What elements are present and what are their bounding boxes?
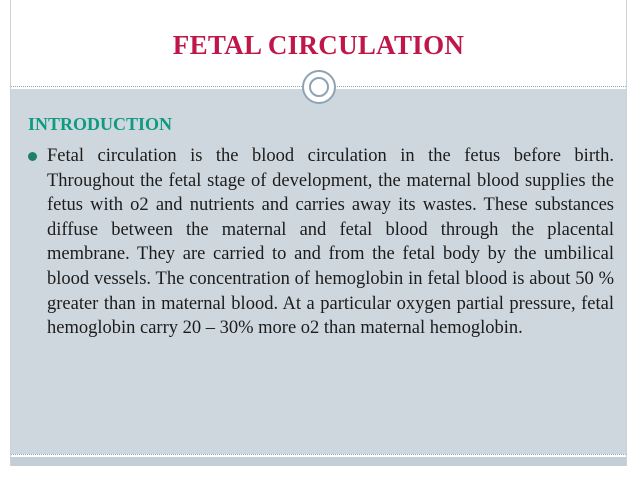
footer-band [11,457,626,466]
section-heading: INTRODUCTION [28,114,173,134]
bullet-item [28,144,614,341]
bullet-dot-icon [28,152,37,161]
slide-title: FETAL CIRCULATION [172,30,465,60]
bullet-text: Fetal circulation is the blood circulation in the fetus before birth. Throughout the fetal stage of development, the maternal blood supplies the fetus with o2 and nutrients and carries away its wastes. These substances diffuse between the maternal and fetal blood through the placental membrane. They are carried to and from the fetal body by the umbilical blood vessels. The concentration of hemoglobin in fetal blood is about 50 % greater than in maternal blood. At a particular oxygen partial pressure, fetal hemoglobin carry 20 – 30% more o2 than maternal hemoglobin. [47,146,614,339]
circle-ornament-inner [309,77,329,97]
footer-divider [11,454,626,455]
circle-ornament-icon [302,70,336,104]
